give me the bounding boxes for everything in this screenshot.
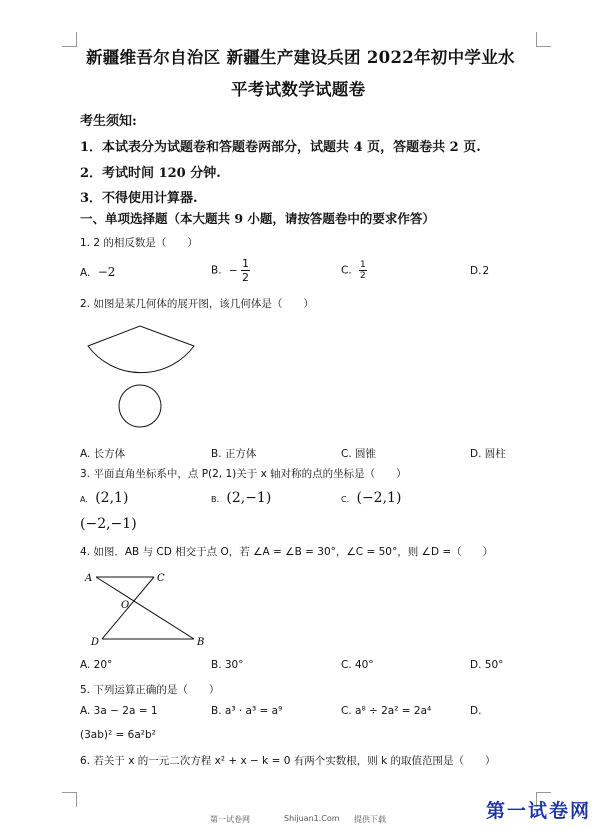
notice-item-1: 1．本试表分为试题卷和答题卷两部分，试题共 4 页，答题卷共 2 页. bbox=[80, 140, 481, 155]
q1-option-d bbox=[470, 265, 489, 277]
footer-right: 提供下载 bbox=[354, 815, 386, 824]
q1-option-b-numerator: 1 bbox=[242, 257, 250, 270]
question-1-stem: 1. 2 的相反数是（ ） bbox=[80, 237, 198, 249]
q1-option-b-fraction bbox=[241, 257, 250, 284]
q5-option-c: C. a⁸ ÷ 2a² = 2a⁴ bbox=[341, 705, 432, 717]
point-label-o: O bbox=[121, 600, 130, 611]
q3-option-c-value: (−2,1) bbox=[356, 490, 402, 506]
q4-option-c: C. 40° bbox=[341, 659, 374, 671]
brand-watermark: 第一试卷网 bbox=[486, 800, 592, 822]
q3-option-b bbox=[211, 490, 271, 506]
question-3-stem: 3. 平面直角坐标系中，点 P(2, 1)关于 x 轴对称的点的坐标是（ ） bbox=[80, 468, 407, 480]
crop-mark-top-left bbox=[62, 32, 77, 47]
q1-option-b-sign: − bbox=[228, 264, 238, 277]
point-label-c: C bbox=[157, 573, 165, 584]
q3-option-d-value: (−2,−1) bbox=[80, 516, 137, 532]
point-label-b: B bbox=[197, 637, 205, 648]
q3-option-a-label: A. bbox=[80, 495, 88, 504]
crop-mark-top-right bbox=[536, 32, 551, 47]
q3-option-c bbox=[341, 490, 401, 506]
segment-ab bbox=[96, 577, 194, 639]
base-circle bbox=[119, 385, 161, 427]
q3-option-b-value: (2,−1) bbox=[226, 490, 272, 506]
notice-item-2: 2．考试时间 120 分钟. bbox=[80, 166, 221, 181]
q5-option-a: A. 3a − 2a = 1 bbox=[80, 705, 158, 717]
question-4-stem: 4. 如图．AB 与 CD 相交于点 O，若 ∠A = ∠B = 30°，∠C = 50°，则 ∠D =（ ） bbox=[80, 546, 494, 558]
crop-mark-bottom-left bbox=[62, 792, 77, 807]
sector-shape bbox=[88, 326, 194, 373]
q3-option-b-label: B. bbox=[211, 495, 220, 504]
q2-option-c: C. 圆锥 bbox=[341, 448, 377, 460]
question-5-stem: 5. 下列运算正确的是（ ） bbox=[80, 684, 220, 696]
q4-option-d: D. 50° bbox=[470, 659, 504, 671]
q3-option-c-label: C. bbox=[341, 495, 350, 504]
q4-option-b: B. 30° bbox=[211, 659, 244, 671]
question-6-stem: 6. 若关于 x 的一元二次方程 x² + x − k = 0 有两个实数根，则 k 的取值范围是（ ） bbox=[80, 755, 496, 767]
q2-option-d: D. 圆柱 bbox=[470, 448, 506, 460]
point-label-d: D bbox=[91, 637, 100, 648]
q5-option-b: B. a³ · a³ = a⁹ bbox=[211, 705, 283, 717]
q5-option-d-label: D. bbox=[470, 705, 482, 717]
q1-option-c-label: C. bbox=[341, 264, 352, 277]
page-title-line1: 新疆维吾尔自治区 新疆生产建设兵团 2022年初中学业水 bbox=[86, 48, 515, 67]
section-heading: 一、单项选择题（本大题共 9 小题，请按答题卷中的要求作答） bbox=[80, 211, 435, 226]
point-label-a: A bbox=[85, 573, 93, 584]
notice-heading: 考生须知: bbox=[80, 114, 137, 129]
footer-mid: Shijuan1.Com bbox=[284, 814, 340, 823]
q1-option-c-fraction bbox=[359, 260, 367, 281]
q1-option-a bbox=[80, 265, 115, 279]
page-title-line2: 平考试数学试题卷 bbox=[231, 80, 366, 99]
notice-item-3: 3．不得使用计算器. bbox=[80, 191, 198, 206]
q1-option-b-denominator: 2 bbox=[242, 271, 250, 284]
q1-option-d-label: D. bbox=[470, 265, 482, 277]
q3-option-a-value: (2,1) bbox=[95, 490, 129, 506]
q1-option-d-value: 2 bbox=[482, 265, 490, 277]
q3-option-a bbox=[80, 490, 128, 506]
q1-option-b-label: B. bbox=[211, 264, 222, 277]
q2-option-b: B. 正方体 bbox=[211, 448, 257, 460]
q1-option-a-label: A. bbox=[80, 267, 91, 279]
q1-option-c-denominator: 2 bbox=[360, 271, 366, 281]
q4-option-a: A. 20° bbox=[80, 659, 113, 671]
footer-left: 第一试卷网 bbox=[210, 815, 250, 824]
cone-net-figure bbox=[82, 318, 202, 434]
q1-option-b bbox=[211, 257, 250, 284]
q1-option-c bbox=[341, 260, 367, 281]
q1-option-a-value: −2 bbox=[97, 265, 116, 279]
intersecting-lines-figure bbox=[82, 568, 217, 648]
q1-option-c-numerator: 1 bbox=[360, 260, 366, 270]
q2-option-a: A. 长方体 bbox=[80, 448, 126, 460]
question-2-stem: 2. 如图是某几何体的展开图，该几何体是（ ） bbox=[80, 298, 314, 310]
q5-option-d-value: (3ab)² = 6a²b² bbox=[80, 729, 156, 741]
